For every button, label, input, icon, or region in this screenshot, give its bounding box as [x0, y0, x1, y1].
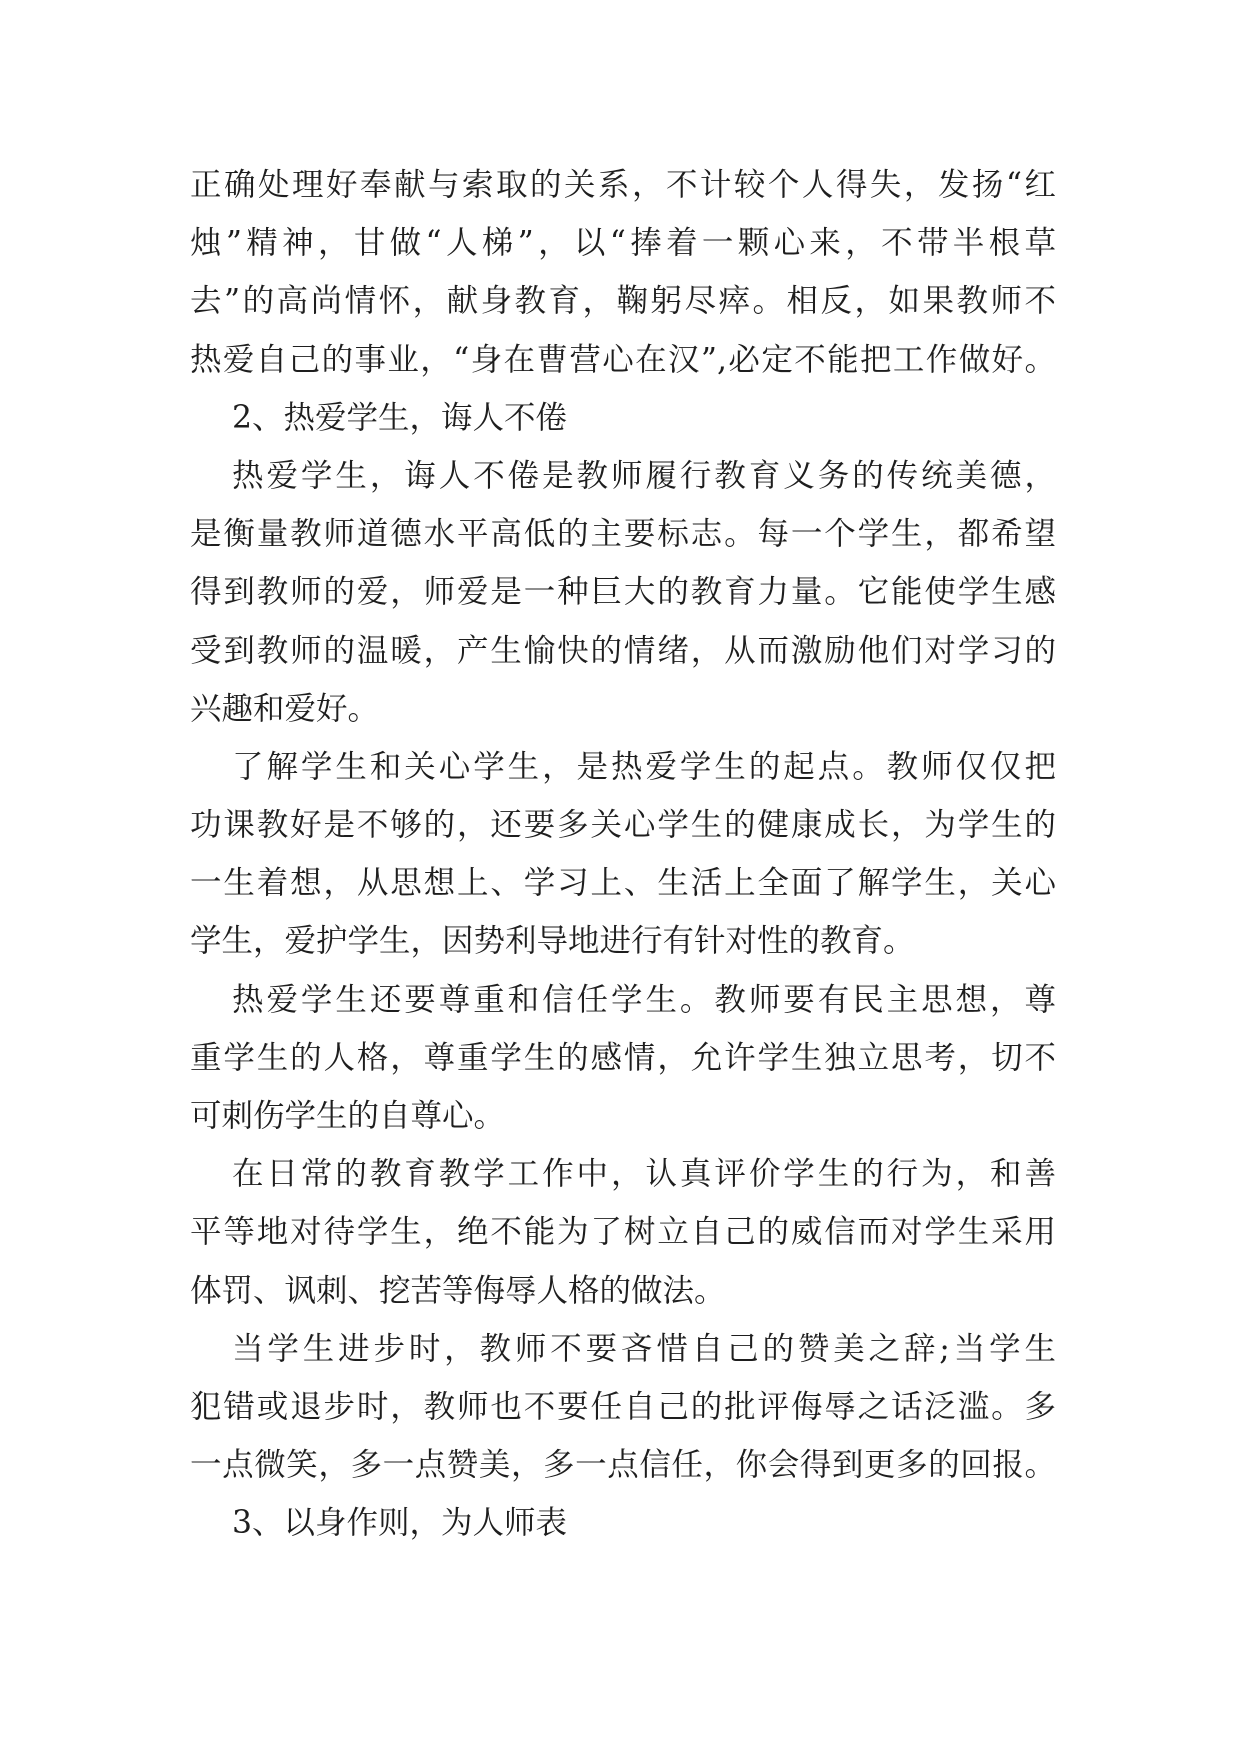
document-body [190, 156, 1056, 1553]
text-line: 平等地对待学生，绝不能为了树立自己的威信而对学生采用 [190, 1214, 1056, 1251]
text-line: 学生，爱护学生，因势利导地进行有针对性的教育。 [190, 923, 915, 960]
text-line: 犯错或退步时，教师也不要任自己的批评侮辱之话泛滥。多 [190, 1388, 1056, 1425]
text-line: 热爱学生还要尊重和信任学生。教师要有民主思想，尊 [232, 981, 1056, 1018]
text-line: 可刺伤学生的自尊心。 [190, 1098, 506, 1134]
text-line: 功课教好是不够的，还要多关心学生的健康成长，为学生的 [190, 807, 1056, 844]
text-line: 烛”精神，甘做“人梯”，以“捧着一颗心来，不带半根草 [190, 225, 1056, 262]
paragraph [190, 447, 1056, 738]
text-line: 在日常的教育教学工作中，认真评价学生的行为，和善 [232, 1156, 1056, 1193]
text-line: 重学生的人格，尊重学生的感情，允许学生独立思考，切不 [190, 1039, 1056, 1076]
paragraph [190, 971, 1056, 1146]
text-line: 体罚、讽刺、挖苦等侮辱人格的做法。 [190, 1272, 726, 1309]
section-heading-text: 3、以身作则，为人师表 [232, 1505, 568, 1542]
text-line: 热爱学生，诲人不倦是教师履行教育义务的传统美德， [232, 457, 1056, 494]
section-heading [190, 1494, 1056, 1552]
text-line: 是衡量教师道德水平高低的主要标志。每一个学生，都希望 [190, 516, 1056, 553]
text-line: 当学生进步时，教师不要吝惜自己的赞美之辞;当学生 [232, 1330, 1056, 1367]
paragraph [190, 1145, 1056, 1320]
text-line: 正确处理好奉献与索取的关系，不计较个人得失，发扬“红 [190, 167, 1056, 203]
text-line: 一生着想，从思想上、学习上、生活上全面了解学生，关心 [190, 865, 1056, 902]
text-line: 一点微笑，多一点赞美，多一点信任，你会得到更多的回报。 [190, 1447, 1056, 1484]
paragraph [190, 738, 1056, 971]
paragraph [190, 156, 1056, 389]
text-line: 了解学生和关心学生，是热爱学生的起点。教师仅仅把 [232, 748, 1056, 785]
text-line: 得到教师的爱，师爱是一种巨大的教育力量。它能使学生感 [190, 574, 1056, 611]
section-heading-text: 2、热爱学生，诲人不倦 [232, 399, 568, 436]
text-line: 受到教师的温暖，产生愉快的情绪，从而激励他们对学习的 [190, 632, 1056, 669]
text-line: 去”的高尚情怀，献身教育，鞠躬尽瘁。相反，如果教师不 [190, 283, 1056, 320]
paragraph [190, 1320, 1056, 1495]
section-heading [190, 389, 1056, 447]
text-line: 热爱自己的事业，“身在曹营心在汉”,必定不能把工作做好。 [190, 341, 1056, 378]
text-line: 兴趣和爱好。 [190, 690, 380, 727]
